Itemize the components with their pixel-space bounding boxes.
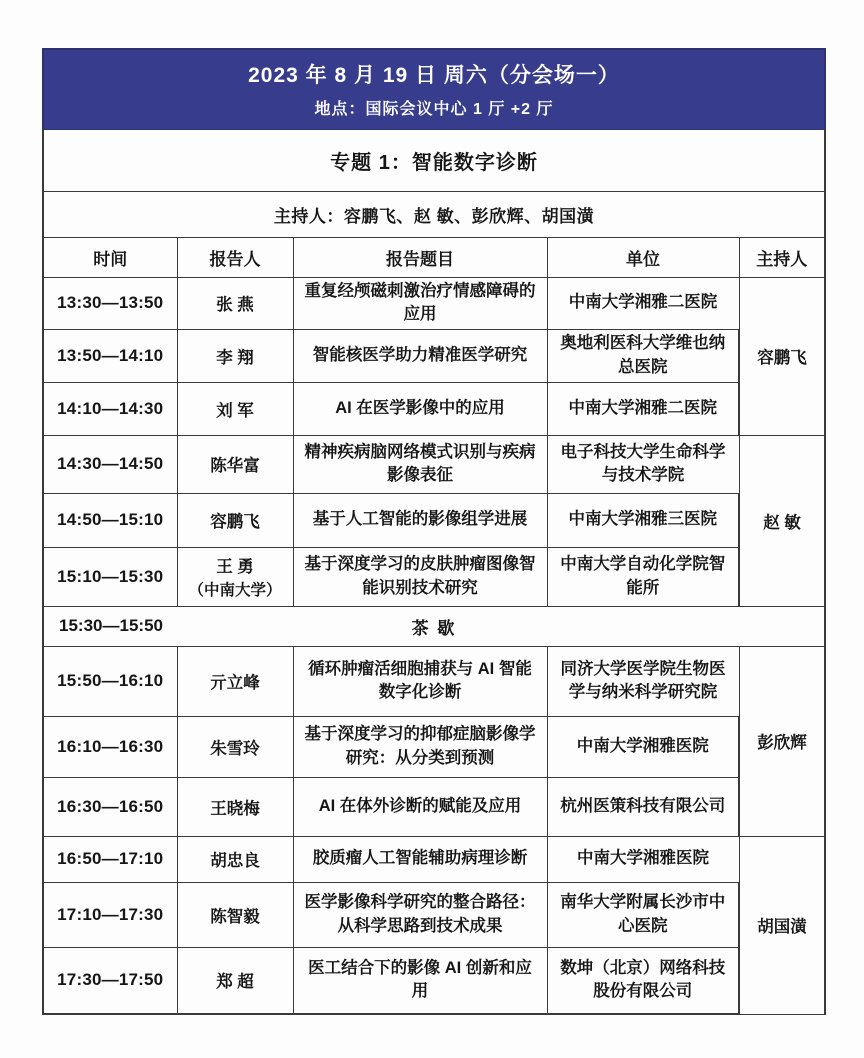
title-cell: 重复经颅磁刺激治疗情感障碍的应用 (293, 277, 547, 329)
affiliation-cell: 中南大学湘雅三医院 (547, 493, 739, 547)
time-cell: 15:50—16:10 (43, 646, 177, 716)
table-row (43, 646, 825, 716)
moderator-cell: 赵 敏 (739, 435, 825, 606)
table-row (43, 277, 825, 329)
banner-date: 2023 年 8 月 19 日 周六（分会场一） (248, 64, 620, 88)
time-cell: 13:30—13:50 (43, 277, 177, 329)
title-cell: AI 在医学影像中的应用 (293, 382, 547, 435)
col-header-time: 时间 (43, 237, 177, 277)
time-cell: 16:10—16:30 (43, 716, 177, 777)
time-cell: 13:50—14:10 (43, 329, 177, 382)
title-cell: 循环肿瘤活细胞捕获与 AI 智能数字化诊断 (293, 646, 547, 716)
affiliation-cell: 南华大学附属长沙市中心医院 (547, 882, 739, 947)
table-row (43, 382, 825, 435)
speaker-affiliation-note: （中南大学） (188, 582, 282, 599)
affiliation-cell: 同济大学医学院生物医学与纳米科学研究院 (547, 646, 739, 716)
table-row (43, 882, 825, 947)
affiliation-cell: 中南大学湘雅二医院 (547, 382, 739, 435)
moderators-line: 主持人：容鹏飞、赵 敏、彭欣辉、胡国潢 (43, 191, 825, 237)
break-time: 15:30—15:50 (59, 616, 163, 635)
speaker-cell: 郑 超 (177, 947, 293, 1014)
time-cell: 17:10—17:30 (43, 882, 177, 947)
speaker-cell: 容鹏飞 (177, 493, 293, 547)
col-header-title: 报告题目 (293, 237, 547, 277)
table-row (43, 777, 825, 836)
time-cell: 17:30—17:50 (43, 947, 177, 1014)
schedule-table (42, 48, 826, 1015)
speaker-cell: 张 燕 (177, 277, 293, 329)
col-header-moderator: 主持人 (739, 237, 825, 277)
banner-cell (43, 49, 825, 129)
affiliation-cell: 中南大学湘雅二医院 (547, 277, 739, 329)
table-row (43, 493, 825, 547)
speaker-cell: 朱雪玲 (177, 716, 293, 777)
table-row (43, 435, 825, 493)
affiliation-cell: 奥地利医科大学维也纳总医院 (547, 329, 739, 382)
title-cell: 医工结合下的影像 AI 创新和应用 (293, 947, 547, 1014)
speaker-cell (177, 547, 293, 606)
session-title: 专题 1：智能数字诊断 (43, 129, 825, 191)
title-cell: 胶质瘤人工智能辅助病理诊断 (293, 836, 547, 882)
title-cell: 医学影像科学研究的整合路径：从科学思路到技术成果 (293, 882, 547, 947)
speaker-cell: 胡忠良 (177, 836, 293, 882)
speaker-cell: 刘 军 (177, 382, 293, 435)
banner-location: 地点：国际会议中心 1 厅 +2 厅 (314, 101, 554, 119)
table-row (43, 547, 825, 606)
session-title-row (43, 129, 825, 191)
title-cell: 精神疾病脑网络模式识别与疾病影像表征 (293, 435, 547, 493)
time-cell: 15:10—15:30 (43, 547, 177, 606)
table-row (43, 836, 825, 882)
affiliation-cell: 杭州医策科技有限公司 (547, 777, 739, 836)
title-cell: 基于深度学习的皮肤肿瘤图像智能识别技术研究 (293, 547, 547, 606)
affiliation-cell: 数坤（北京）网络科技股份有限公司 (547, 947, 739, 1014)
moderator-cell: 彭欣辉 (739, 646, 825, 836)
table-row (43, 329, 825, 382)
speaker-cell: 李 翔 (177, 329, 293, 382)
affiliation-cell: 电子科技大学生命科学与技术学院 (547, 435, 739, 493)
title-cell: AI 在体外诊断的赋能及应用 (293, 777, 547, 836)
time-cell: 16:50—17:10 (43, 836, 177, 882)
banner-row (43, 49, 825, 129)
affiliation-cell: 中南大学湘雅医院 (547, 716, 739, 777)
table-row (43, 716, 825, 777)
speaker-name: 王 勇 (216, 558, 254, 576)
break-cell (43, 606, 825, 646)
title-cell: 智能核医学助力精准医学研究 (293, 329, 547, 382)
title-cell: 基于人工智能的影像组学进展 (293, 493, 547, 547)
time-cell: 14:30—14:50 (43, 435, 177, 493)
column-header-row (43, 237, 825, 277)
moderators-row (43, 191, 825, 237)
col-header-speaker: 报告人 (177, 237, 293, 277)
speaker-cell: 陈智毅 (177, 882, 293, 947)
speaker-cell: 陈华富 (177, 435, 293, 493)
speaker-cell: 亓立峰 (177, 646, 293, 716)
col-header-affiliation: 单位 (547, 237, 739, 277)
moderator-cell: 容鹏飞 (739, 277, 825, 435)
moderator-cell: 胡国潢 (739, 836, 825, 1014)
break-label: 茶 歇 (411, 618, 457, 638)
break-row (43, 606, 825, 646)
title-cell: 基于深度学习的抑郁症脑影像学研究：从分类到预测 (293, 716, 547, 777)
speaker-cell: 王晓梅 (177, 777, 293, 836)
time-cell: 16:30—16:50 (43, 777, 177, 836)
affiliation-cell: 中南大学自动化学院智能所 (547, 547, 739, 606)
table-row (43, 947, 825, 1014)
time-cell: 14:50—15:10 (43, 493, 177, 547)
time-cell: 14:10—14:30 (43, 382, 177, 435)
affiliation-cell: 中南大学湘雅医院 (547, 836, 739, 882)
